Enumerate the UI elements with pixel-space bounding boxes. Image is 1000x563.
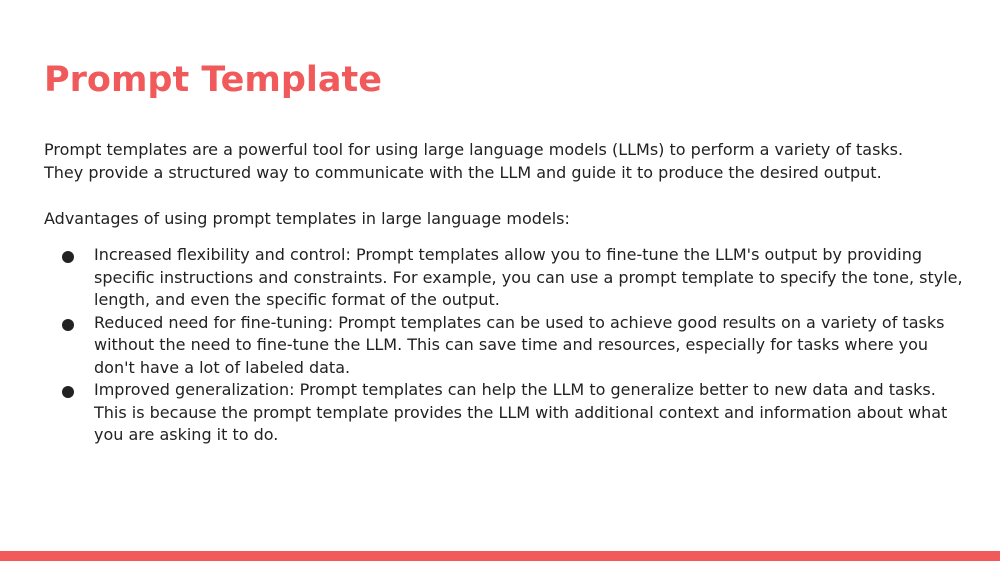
advantages-list [44,244,964,447]
list-item-text: Improved generalization: Prompt templates can help the LLM to generalize better to new data and tasks. This is because the prompt template provides the LLM with additional context and information about what you are asking it to do. [94,380,948,444]
list-item [44,379,964,447]
slide-body [44,138,964,447]
advantages-heading: Advantages of using prompt templates in large language models: [44,209,570,228]
list-item [44,312,964,380]
list-item-text: Reduced need for fine-tuning: Prompt templates can be used to achieve good results on a variety of tasks without the need to fine-tune the LLM. This can save time and resources, especially for tasks where you don't have a lot of labeled data. [94,312,945,377]
intro-paragraph [44,138,964,184]
bullet-icon [62,251,74,263]
list-item [44,244,964,312]
list-item-text: Increased flexibility and control: Prompt templates allow you to fine-tune the LLM's output by providing specific instructions and constraints. For example, you can use a prompt template to specify the tone, style, length, and even the specific format of the output. [94,245,963,309]
bottom-accent-bar [0,551,1000,561]
bullet-icon [62,319,74,331]
intro-line-1: Prompt templates are a powerful tool for using large language models (LLMs) to perform a variety of tasks. [44,140,904,159]
bullet-icon [62,386,74,398]
slide-title: Prompt Template [44,60,382,100]
intro-line-2: They provide a structured way to communicate with the LLM and guide it to produce the desired output. [44,163,882,182]
